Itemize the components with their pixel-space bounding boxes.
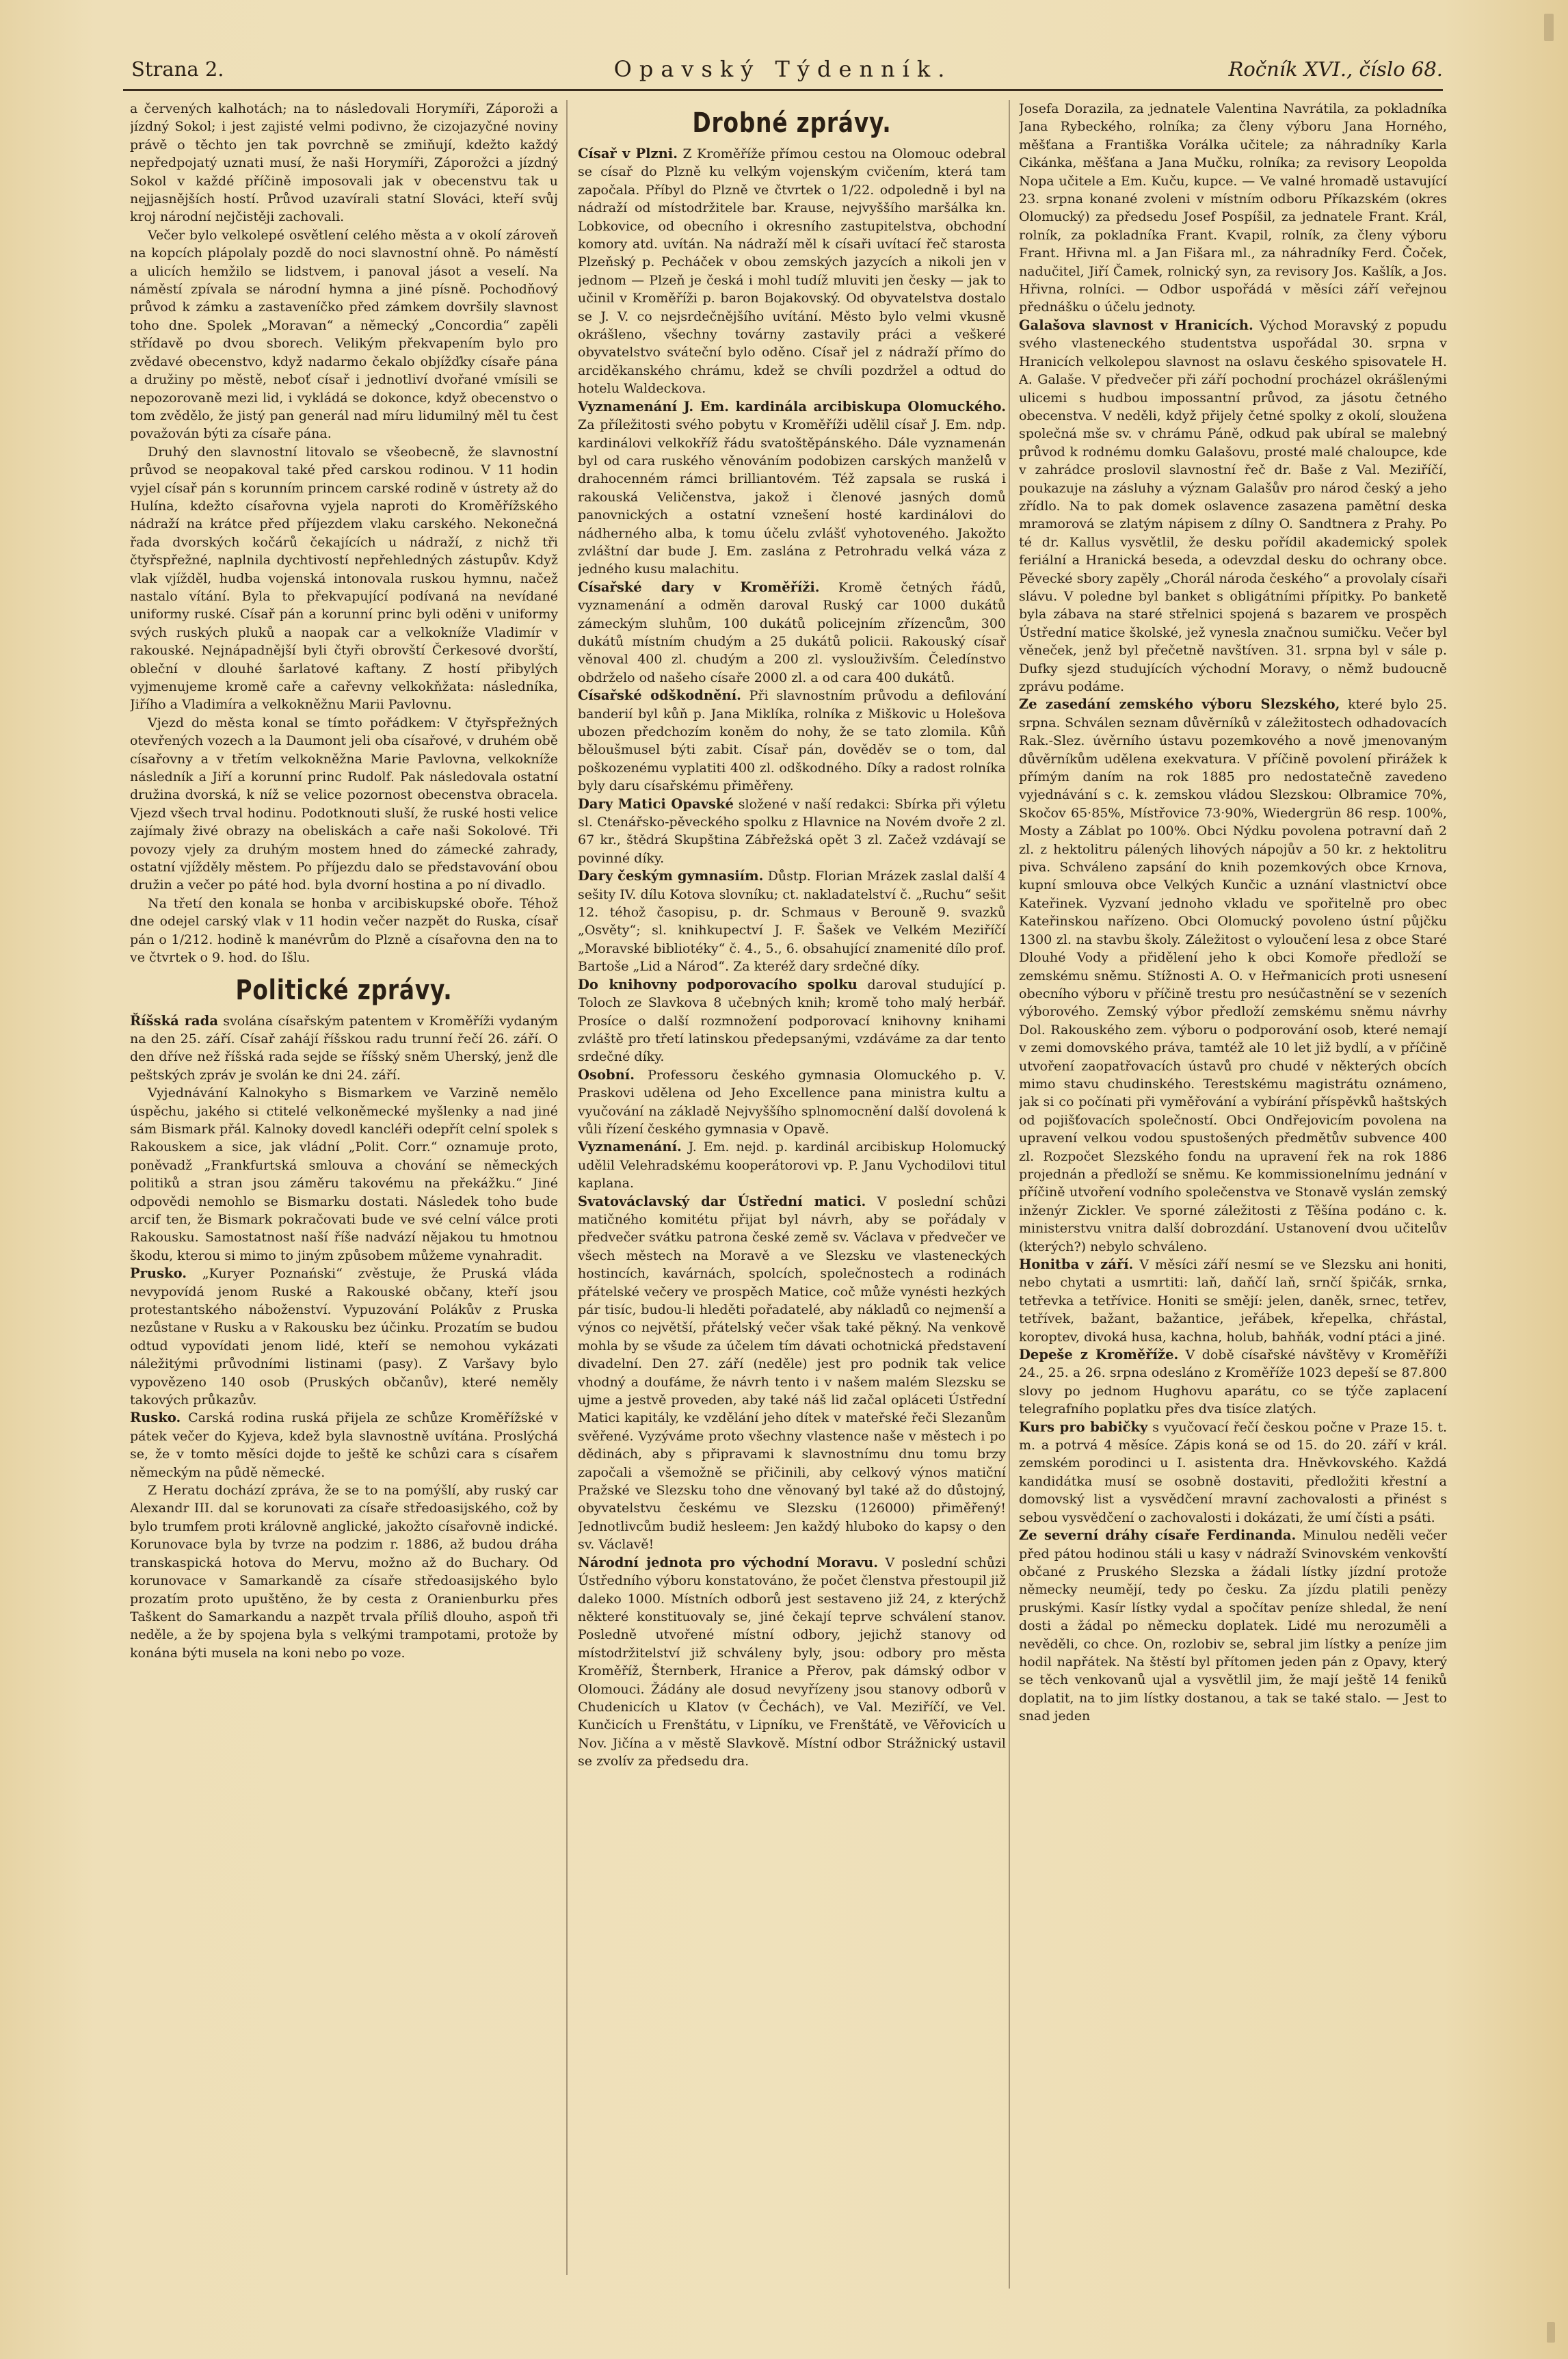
news-headline: Dary českým gymnasiím.: [578, 868, 764, 884]
news-headline: Svatováclavský dar Ústřední matici.: [578, 1193, 866, 1209]
news-headline: Národní jednota pro východní Moravu.: [578, 1554, 879, 1570]
column-divider: [566, 100, 568, 2275]
newspaper-title: Opavský Týdenník.: [613, 56, 953, 82]
news-headline: Galašova slavnost v Hranicích.: [1019, 317, 1253, 333]
paper-stain: [1544, 14, 1554, 41]
news-headline: Prusko.: [130, 1265, 187, 1282]
page-number: Strana 2.: [131, 57, 224, 81]
news-headline: Ze severní dráhy císaře Ferdinanda.: [1019, 1527, 1297, 1544]
news-item: Z Heratu dochází zpráva, že se to na pomýšlí, aby ruský car Alexandr III. dal se korunovati za císaře středoasijského, což by bylo trumfem proti královně anglické, jakožto císařovně indické. Korunovace byla by tvrze na podzim r. 1886, až budou dráha transkaspická hotova do Mervu, možno až do Buchary. Od korunovace v Samarkandě za císaře středoasijského bylo prozatím proto upuštěno, že by cesta z Oranienburku přes Taškent do Samarkandu a nazpět trvala příliš dlouho, aspoň tři neděle, a že by spojena byla s velkými trampotami, protože by konána býti musela na koni nebo po voze.: [130, 1483, 558, 1661]
news-headline: Císař v Plzni.: [578, 146, 678, 161]
news-headline: Depeše z Kroměříže.: [1019, 1347, 1179, 1363]
article-paragraph: Vjezd do města konal se tímto pořádkem: V čtyřspřežných otevřených vozech a la Daumont jeli oba císařové, v druhém obě císařovny a v třetím velkokněžna Marie Pavlovna, velkokníže následník a Jiří a korunní princ Rudolf. Pak následovala ostatní družina dvorská, k níž se velice pozornost obecenstva obracela. Vjezd všech trval hodinu. Podotknouti sluší, že ruské hosti velice zajímaly živé obrazy na obeliskách a caře naši Sokolové. Tři povozy vjely za druhým mostem hned do zámecké zahrady, ostatní vjížděly městem. Po příjezdu dalo se představování obou družin a večer po páté hod. byla dvorní hostina a po ní divadlo.: [130, 715, 558, 893]
news-headline: Honitba v září.: [1019, 1256, 1134, 1272]
article-paragraph: Druhý den slavnostní litovalo se všeobecně, že slavnostní průvod se neopakoval také před carskou rodinou. V 11 hodin vyjel císař pán s korunním princem carské rodině v ústrety až do Hulína, kdežto císařovna vyjela naproti do Kroměřížského nádraží na krátce před příjezdem vlaku carského. Nekonečná řada dvorských kočárů čekajících u nádraží, z nichž tři čtyřspřežné, naplnila dychtivostí nepřehledných zástupův. Když vlak vjížděl, hudba vojenská intonovala ruskou hymnu, načež nastalo vítání. Byla to překvapující podívaná na nevídané uniformy ruské. Císař pán a korunní princ byli oděni v uniformy svých ruských pluků a naopak car a velkokníže Vladimír v rakouské. Nejnápadnější byli čtyři obrovští Čerkesové dvorští, obleční v dlouhé šarlatové kaftany. Z hostí přibylých vyjmenujeme kromě caře a cařevny velkokňžata: následníka, Jiřího a Vladimíra a velkokněžnu Marii Pavlovnu.: [130, 444, 558, 713]
news-headline: Říšská rada: [130, 1012, 218, 1029]
news-item: Vyjednávání Kalnokyho s Bismarkem ve Varzině nemělo úspěchu, jakého si ctitelé velkoněmecké myšlenky a nad jiné sám Bismark přál. Kalnoky dovedl kancléři odepřít celní spolek s Rakouskem a sice, jak vládní „Polit. Corr.“ oznamuje proto, poněvadž „Frankfurtská smlouva a chování se německých politiků a stran jsou záměru takovému na překážku.“ Jiné odpovědi nemohlo se Bismarku dostati. Následek toho bude arcif ten, že Bismark pokračovati bude ve své celní válce proti Rakousku. Samostatnost naší říše nadvází nějakou tu hmotnou škodu, kterou si mimo to jiným způsobem můžeme vynahradit.: [130, 1085, 558, 1263]
news-headline: Ze zasedání zemského výboru Slezského,: [1019, 696, 1340, 713]
news-headline: Osobní.: [578, 1066, 635, 1083]
column-divider: [1009, 100, 1010, 2289]
column-2: Drobné zprávy. Císař v Plzni. Z Kroměříže přímou cestou na Olomouc odebral se císař do Plzně ku velkým vojenským cvičením, která tam započala. Příbyl do Plzně ve čtvrtek o 1/22. odpoledně i byl na nádraží od místodržitele bar. Krause, nejvyššího maršálka kn. Lobkovice, od obecního i okresního zastupitelstva, obchodní komory atd. uvítán. Na nádraží měl k císaři uvítací řeč starosta Plzeňský p. Pecháček v obou zemských jazycích a nikoli jen v jednom — Plzeň je česká i mohl tudíž mluviti jen česky — jak to učinil v Kroměříži p. baron Bojakovský. Od obyvatelstva dostalo se J. V. co nejsrdečnějšího uvítání. Město bylo velmi vkusně okrášleno, všechny továrny zastavily práci a veškeré obyvatelstvo sváteční bylo oděno. Císař jel z nádraží přímo do arciděkanského chrámu, kdež se chvíli pozdržel a odtud do hotelu Waldeckova. Vyznamenání J. Em. kardinála arcibiskupa Olomuckého. Za příležitosti svého pobytu v Kroměříži udělil císař J. Em. ndp. kardinálovi velkokříž řádu svatoštěpánského. Dále vyznamenán byl od cara ruského věnováním podobizen carských manželů v drahocenném rámci brilliantovém. Též zapsala se ruská i rakouská Veličenstva, jakož i členové jasných domů panovnických a ostatní vznešení hosté kardinálovi do nádherného alba, k tomu účelu zvlášť vyhotoveného. Jakožto zvláštní dar bude J. Em. zaslána z Petrohradu velká váza z jedného kusu malachitu. Císařské dary v Kroměříži. Kromě četných řádů, vyznamenání a odměn daroval Ruský car 1000 dukátů zámeckým sluhům, 100 dukátů policejním zřízencům, 300 dukátů místním chudým a 25 dukátů policii. Rakouský císař věnoval 400 zl. chudým a 200 zl. vyslouživším. Čeledínstvo obdrželo od našeho císaře 2000 zl. a od cara 400 dukátů. Císařské odškodnění. Při slavnostním průvodu a defilování banderií byl kůň p. Jana Miklíka, rolníka z Miškovic u Holešova ubozen předchozím koněm do nohy, že se tato zlomila. Kůň běloušmusel býti zabit. Císař pán, dověděv se o tom, dal poškozenému vyplatiti 400 zl. odškodného. Díky a radost rolníka byly daru císařskému přiměřeny. Dary Matici Opavské složené v naší redakci: Sbírka při výletu sl. Ctenářsko-pěveckého spolku z Hlavnice na Novém dvoře 2 zl. 67 kr., štědrá Skupština Zábřežská opět 3 zl. Začež vzdávají se povinné díky. Dary českým gymnasiím. Důstp. Florian Mrázek zaslal další 4 sešity IV. dílu Kotova slovníku; ct. nakladatelství č. „Ruchu“ sešit 12. téhož časopisu, p. dr. Schmaus v Berouně 9. svazků „Osvěty“; sl. knihkupectví J. F. Šašek ve Velkém Meziříčí „Moravské bibliotéky“ č. 4., 5., 6. obsahující znamenité dílo prof. Bartoše „Lid a Národ“. Za kteréž dary srdečné díky. Do knihovny podporovacího spolku daroval studující p. Toloch ze Slavkova 8 učebných knih; kromě toho malý herbář. Prosíce o další rozmnožení podporovací knihovny knihami zvláště pro třetí latinskou předepsanými, vzdáváme za dar tento srdečné díky. Osobní. Professoru českého gymnasia Olomuckého p. V. Praskovi udělena od Jeho Excellence pana ministra kultu a vyučování na základě Nejvyššího splnomocnění další dovolená k vůli řízení českého gymnasia v Opavě. Vyznamenání. J. Em. nejd. p. kardinál arcibiskup Holomucký udělil Velehradskému kooperátorovi vp. P. Janu Vychodilovi titul kaplana. Svatováclavský dar Ústřední matici. V poslední schůzi matičného komitétu přijat byl návrh, aby se pořádaly v předvečer svátku patrona české země sv. Václava v předvečer ve všech městech na Moravě a ve Slezsku ve vlasteneckých hostincích, kavárnách, spolcích, společnostech a rodinách přátelské večery ve prospěch Matice, coč může vynésti hezkých pár tisíc, budou-li hleděti pořadatelé, aby nákladů co nejmenší a výnos co největší, přátelský večer však také pěkný. Na venkově mohla by se všude za účelem tím dávati ochotnická představení divadelní. Den 27. září (neděle) jest pro podnik tak velice vhodný a doufáme, že návrh tento i v našem malém Slezsku se ujme a jestvě proveden, aby také náš lid začal opláceti Ústřední Matici kapitály, ke vzdělání jeho dítek v mateřské řeči Slezanům svěřené. Vyzýváme proto všechny vlastence naše v městech i po dědinách, aby s připravami k slavnostnímu dnu tomu brzy započali a všemožně se přičinili, aby celkový výnos matiční Pražské ve Slezsku toho dne věnovaný byl také až do důstojný, obyvatelstvu českému ve Slezsku (126000) přiměřený! Jednotlivcům budiž hesleem: Jen každý hluboko do kapsy o den sv. Václavě! Národní jednota pro východní Moravu. V poslední schůzi Ústředního výboru konstatováno, že počet členstva přestoupil již daleko 1000. Místních odborů jest sestaveno již 24, z kterýchž některé konstituovaly se, jiné čekají teprve schválení stanov. Posledně utvořené místní odbory, jejichž stanovy od místodržitelství již schváleny byly, jsou: odbory pro města Kroměříž, Šternberk, Hranice a Přerov, pak dámský odbor v Olomouci. Žádány ale dosud nevyřízeny jsou stanovy odborů v Chudenicích u Klatov (v Čechách), ve Val. Meziříčí, ve Vel. Kunčicích u Frenštátu, v Lipníku, ve Frenštátě, ve Věřovicích u Nov. Jičína a v městě Slavkově. Místní odbor Strážnický ustavil se zvolív za předsedu dra.: [578, 107, 1006, 1769]
news-item: Josefa Dorazila, za jednatele Valentina Navrátila, za pokladníka Jana Rybeckého, rolníka; za členy výboru Jana Horného, měšťana a Františka Vorálka učitele; za náhradníky Karla Cikánka, měšťana a Jana Mučku, rolníka; za revisory Leopolda Nopa učitele a Em. Kuču, kupce. — Ve valné hromadě ustavující 23. srpna konané zvoleni v místním odboru Příkazském (okres Olomucký) za předsedu Josef Pospíšil, za jednatele Frant. Král, rolník, za pokladníka Frant. Kvapil, rolník, za členy výboru Frant. Hřivna ml. a Jan Fišara ml., za náhradníky Ferd. Čoček, nadučitel, Jiří Čamek, rolnický syn, za revisory Jos. Kašlík, a Jos. Hřivna, rolníci. — Odbor uspořádá v měsíci září veřejnou přednášku o účelu jednoty.: [1019, 101, 1447, 315]
news-headline: Dary Matici Opavské: [578, 795, 734, 812]
paper-stain: [1547, 2322, 1555, 2343]
news-headline: Vyznamenání.: [578, 1139, 682, 1155]
news-headline: Císařské odškodnění.: [578, 687, 741, 704]
column-1: a červených kalhotách; na to následovali Horymíři, Záporoži a jízdný Sokol; i jest zajisté velmi podivno, že cizojazyčné noviny právě o těchto jen tak povrchně se zmiňují, kdežto každý nepředpojatý uznati musí, že naši Horymíři, Záporožci a jízdný Sokol v každé příčině imposovali jak v obecenstvu tak u nejjasnějších hostí. Průvod uzavírali statní Slováci, kteří svůj kroj národní nejčistěji zachovali. Večer bylo velkolepé osvětlení celého města a v okolí zároveň na kopcích plápolaly pozdě do noci slavnostní ohně. Po náměstí a ulicích hemžilo se lidstvem, i panoval jásot a veselí. Na náměstí zpívala se národní hymna a jiné písně. Pochodňový průvod k zámku a zastaveníčko před zámkem dovršily slavnost toho dne. Spolek „Moravan“ a německý „Concordia“ zapěli střídavě po dvou sborech. Velikým překvapením bylo pro zvědavé obecenstvo, když nadarmo čekalo objížďky císaře pána a družiny po městě, neboť císař i jednotliví dvořané vmísili se nepozorovaně mezi lid, i vykládá se dokonce, když obecenstvo o tom zvědělo, že jistý pan generál nad míru lidumilný měl tu čest považován býti za císaře pána. Druhý den slavnostní litovalo se všeobecně, že slavnostní průvod se neopakoval také před carskou rodinou. V 11 hodin vyjel císař pán s korunním princem carské rodině v ústrety až do Hulína, kdežto císařovna vyjela naproti do Kroměřížského nádraží na krátce před příjezdem vlaku carského. Nekonečná řada dvorských kočárů čekajících u nádraží, z nichž tři čtyřspřežné, naplnila dychtivostí nepřehledných zástupův. Když vlak vjížděl, hudba vojenská intonovala ruskou hymnu, načež nastalo vítání. Byla to překvapující podívaná na nevídané uniformy ruské. Císař pán a korunní princ byli oděni v uniformy svých ruských pluků a naopak car a velkokníže Vladimír v rakouské. Nejnápadnější byli čtyři obrovští Čerkesové dvorští, obleční v dlouhé šarlatové kaftany. Z hostí přibylých vyjmenujeme kromě caře a cařevny velkokňžata: následníka, Jiřího a Vladimíra a velkokněžnu Marii Pavlovnu. Vjezd do města konal se tímto pořádkem: V čtyřspřežných otevřených vozech a la Daumont jeli oba císařové, v druhém obě císařovny a v třetím velkokněžna Marie Pavlovna, velkokníže následník a Jiří a korunní princ Rudolf. Pak následovala ostatní družina dvorská, k níž se velice pozornost obecenstva obracela. Vjezd všech trval hodinu. Podotknouti sluší, že ruské hosti velice zajímaly živé obrazy na obeliskách a caře naši Sokolové. Tři povozy vjely za druhým mostem hned do zámecké zahrady, ostatní vjížděly městem. Po příjezdu dalo se představování obou družin a večer po páté hod. byla dvorní hostina a po ní divadlo. Na třetí den konala se honba v arcibiskupské oboře. Téhož dne odejel carský vlak v 11 hodin večer nazpět do Ruska, císař pán o 1/212. hodině k manévrům do Plzně a císařovna den na to ve čtvrtek o 9. hod. do Išlu. Politické zprávy. Říšská rada svolána císařským patentem v Kroměříži vydaným na den 25. září. Císař zahájí říšskou radu trunní řečí 26. září. O den dříve než říšská rada sejde se říšský sněm Uherský, jenž dle peštských zpráv je svolán ke dni 24. září. Vyjednávání Kalnokyho s Bismarkem ve Varzině nemělo úspěchu, jakého si ctitelé velkoněmecké myšlenky a nad jiné sám Bismark přál. Kalnoky dovedl kancléři odepřít celní spolek s Rakouskem a sice, jak vládní „Polit. Corr.“ oznamuje proto, poněvadž „Frankfurtská smlouva a chování se německých politiků a stran jsou záměru takovému na překážku.“ Jiné odpovědi nemohlo se Bismarku dostati. Následek toho bude arcif ten, že Bismark pokračovati bude ve své celní válce proti Rakousku. Samostatnost naší říše nadvází nějakou tu hmotnou škodu, kterou si mimo to jiným způsobem můžeme vynahradit. Prusko. „Kuryer Poznański“ zvěstuje, že Pruská vláda nevypovídá jenom Ruské a Rakouské občany, kteří jsou protestantského náboženství. Vypuzování Polákův z Pruska nezůstane v Rusku a v Rakousku bez účinku. Prozatím se budou odtud vypovídati jenom lidé, kteří se nemohou vykázati náležitými průvodními listinami (pasy). Z Varšavy bylo vypovězeno 140 osob (Pruských občanův), které neměly takových průkazův. Rusko. Carská rodina ruská přijela ze schůze Kroměřížské v pátek večer do Kyjeva, kdež byla slavnostně uvítána. Proslýchá se, že v tomto měsíci dojde to ještě ke schůzi cara s císařem německým na půdě německé. Z Heratu dochází zpráva, že se to na pomýšlí, aby ruský car Alexandr III. dal se korunovati za císaře středoasijského, což by bylo trumfem proti královně anglické, jakožto císařovně indické. Korunovace byla by tvrze na podzim r. 1886, až budou dráha transkaspická hotova do Mervu, možno až do Buchary. Od korunovace v Samarkandě za císaře středoasijského bylo prozatím proto upuštěno, že by cesta z Oranienburku přes Taškent do Samarkandu a nazpět trvala příliš dlouho, aspoň tři neděle, a že by spojena byla s velkými trampotami, protože by konána býti musela na koni nebo po voze.: [130, 100, 558, 2275]
header-rule: [123, 89, 1443, 91]
section-heading-political: Politické zprávy.: [235, 974, 453, 1006]
news-headline: Do knihovny podporovacího spolku: [578, 976, 858, 992]
news-headline: Císařské dary v Kroměříži.: [578, 579, 820, 595]
news-headline: Vyznamenání J. Em. kardinála arcibiskupa Olomuckého.: [578, 398, 1006, 414]
news-headline: Kurs pro babičky: [1019, 1419, 1148, 1435]
page-header: [123, 49, 1443, 90]
issue-number: Ročník XVI., číslo 68.: [1228, 57, 1443, 81]
article-paragraph: Na třetí den konala se honba v arcibiskupské oboře. Téhož dne odejel carský vlak v 11 hodin večer nazpět do Ruska, císař pán o 1/212. hodině k manévrům do Plzně a císařovna den na to ve čtvrtek o 9. hod. do Išlu.: [130, 895, 558, 966]
article-paragraph: a červených kalhotách; na to následovali Horymíři, Záporoži a jízdný Sokol; i jest zajisté velmi podivno, že cizojazyčné noviny právě o těchto jen tak povrchně se zmiňují, kdežto každý nepředpojatý uznati musí, že naši Horymíři, Záporožci a jízdný Sokol v každé příčině imposovali jak v obecenstvu tak u nejjasnějších hostí. Průvod uzavírali statní Slováci, kteří svůj kroj národní nejčistěji zachovali.: [130, 101, 558, 225]
column-3: Josefa Dorazila, za jednatele Valentina Navrátila, za pokladníka Jana Rybeckého, rolníka; za členy výboru Jana Horného, měšťana a Františka Vorálka učitele; za náhradníky Karla Cikánka, měšťana a Jana Mučku, rolníka; za revisory Leopolda Nopa učitele a Em. Kuču, kupce. — Ve valné hromadě ustavující 23. srpna konané zvoleni v místním odboru Příkazském (okres Olomucký) za předsedu Josef Pospíšil, za jednatele Frant. Král, rolník, za pokladníka Frant. Kvapil, rolník, za členy výboru Frant. Hřivna ml. a Jan Fišara ml., za náhradníky Ferd. Čoček, nadučitel, Jiří Čamek, rolnický syn, za revisory Jos. Kašlík, a Jos. Hřivna, rolníci. — Odbor uspořádá v měsíci září veřejnou přednášku o účelu jednoty. Galašova slavnost v Hranicích. Východ Moravský z popudu svého vlasteneckého studentstva uspořádal 30. srpna v Hranicích velkolepou slavnost na oslavu českého spisovatele H. A. Galaše. V předvečer při září pochodní procházel okrášlenými ulicemi s hudbou impossantní průvod, za jásotu četného obecenstva. V neděli, když přijely četné spolky z okolí, sloužena společná mše sv. v chrámu Páně, odkud pak ubíral se malebný průvod k rodnému domku Galašovu, prosté malé chaloupce, kde v zahrádce proslovil slavnostní řeč dr. Baše z Val. Meziříčí, poukazuje na zásluhy a význam Galašův pro národ český a jeho zřídlo. Na to pak domek oslavence zasazena pamětní deska mramorová se zlatým nápisem z dílny O. Sandtnera z Prahy. Po té dr. Kallus vysvětlil, že desku pořídil akademický spolek feriální a Hranická beseda, a odevzdal desku do ochrany obce. Pěvecké sbory zapěly „Chorál národa českého“ a provolaly císaři slávu. V poledne byl banket s obligátními přípitky. Po banketě byla zábava na staré střelnici spojená s bazarem ve prospěch Ústřední matice školské, jež vynesla značnou sumičku. Večer byl věneček, jenž byl přečetně navštíven. 31. srpna byl v sále p. Dufky sjezd studujících východní Moravy, o němž budoucně zprávu podáme. Ze zasedání zemského výboru Slezského, které bylo 25. srpna. Schválen seznam důvěrníků v záležitostech odhadovacích Rak.-Slez. úvěrního ústavu pozemkového a nově jmenovaným důvěrníkům udělena exekvatura. V příčině povolení přirážek k přímým daním na rok 1885 pro nedostatečně zavedeno vyjednávání s c. k. zemskou vládou Slezskou: Olbramice 70%, Skočov 65·85%, Místřovice 73·90%, Wiedergrün 86 resp. 100%, Mosty a Záblat po 100%. Obci Nýdku povolena potravní daň 2 zl. z hektolitru pálených lihových nápojův a 50 kr. z hektolitru piva. Schváleno zapsání do knih pozemkových obce Krnova, kupní smlouva obce Velkých Kunčic a uznání vlastnictví obce Kateřinek. Vyzvaní jednoho vkladu ve spořitelně pro obec Kateřinskou nařízeno. Obci Olomucký povoleno ústní půjčku 1300 zl. na stavbu školy. Záležitost o vyloučení lesa z obce Staré Dlouhé Vody a přidělení jeho k obci Komoře předloží se zemskému sněmu. Stížnosti A. O. v Heřmanicích proti usnesení obecního výboru v příčině trestu pro nesúčastnění se v sezeních výborového. Zemský výbor předloží zemskému sněmu návrhy Dol. Rakouského zem. výboru o podporování osob, které nemají v zemi domovského práva, tamtéž ale 10 let již bydlí, a v příčině utvoření zaopatřovacích ústavů pro chudé v některých obcích mimo stavu chudinského. Terestskému magistrátu oznámeno, jak si co počínati při vyměřování a vybírání příspěvků haštských od pojišťovacích společností. Obci Ondřejovicím povolena na upravení velkou vodou spustošených předmětův subvence 400 zl. Rozpočet Slezského fondu na upravení řek na rok 1886 projednán a předloží se sněmu. Ke kommissionelnímu jednání v příčině utvoření vodního společenstva ve Stonavě vyslán zemský inženýr Zickler. Ve sporné záležitosti z Těšína podáno c. k. ministerstvu vnitra další dobrozdání. Ustanovení dvou učitelův (kterých?) nebylo schváleno. Honitba v září. V měsíci září nesmí se ve Slezsku ani honiti, nebo chytati a usmrtiti: laň, daňčí laň, srnčí špičák, srnka, tetřevka a tetřívice. Honiti se smějí: jelen, daněk, srnec, tetřev, tetřívek, bažant, bažantice, jeřábek, křepelka, chřástal, koroptev, divoká husa, kachna, holub, bahňák, vodní ptáci a jiné. Depeše z Kroměříže. V době císařské návštěvy v Kroměříži 24., 25. a 26. srpna odesláno z Kroměříže 1023 depeší se 87.800 slovy po jednom Hughovu aparátu, co se týče zaplacení telegrafního poplatku přes dva tisíce zlatých. Kurs pro babičky s vyučovací řečí českou počne v Praze 15. t. m. a potrvá 4 měsíce. Zápis koná se od 15. do 20. září v král. zemském porodinci u I. asistenta dra. Hněvkovského. Každá kandidátka musí se osobně dostaviti, předložiti křestní a domovský list a vysvědčení mravní zachovalosti a přinést s sebou vysvědčení o zachovalosti i dokázati, že umí čísti a psáti. Ze severní dráhy císaře Ferdinanda. Minulou neděli večer před pátou hodinou stáli u kasy v nádraží Svinovském venkovští občané z Pruského Slezska a žádali lístky jízdní protože německy neumějí, tedy po česku. Za jízdu platili penězy pruskými. Kasír lístky vydal a spočítav peníze shledal, že není dosti a žádal po německu doplatek. Lidé mu nerozuměli a nevěděli, co chce. On, rozlobiv se, sebral jim lístky a peníze jim hodil napřátek. Na štěstí byl přítomen jeden pán z Opavy, který se těch venkovanů ujal a vysvětlil jim, že mají ještě 14 feniků doplatit, na to jim lístky dostanou, a tak se také stalo. — Jest to snad jeden: [1019, 101, 1447, 1724]
article-paragraph: Večer bylo velkolepé osvětlení celého města a v okolí zároveň na kopcích plápolaly pozdě do noci slavnostní ohně. Po náměstí a ulicích hemžilo se lidstvem, i panoval jásot a veselí. Na náměstí zpívala se národní hymna a jiné písně. Pochodňový průvod k zámku a zastaveníčko před zámkem dovršily slavnost toho dne. Spolek „Moravan“ a německý „Concordia“ zapěli střídavě po dvou sborech. Velikým překvapením bylo pro zvědavé obecenstvo, když nadarmo čekalo objížďky císaře pána a družiny po městě, neboť císař i jednotliví dvořané vmísili se nepozorovaně mezi lid, i vykládá se dokonce, když obecenstvo o tom zvědělo, že jistý pan generál nad míru lidumilný měl tu čest považován býti za císaře pána.: [130, 227, 558, 442]
section-heading-short-news: Drobné zprávy.: [692, 107, 892, 139]
news-headline: Rusko.: [130, 1410, 181, 1426]
